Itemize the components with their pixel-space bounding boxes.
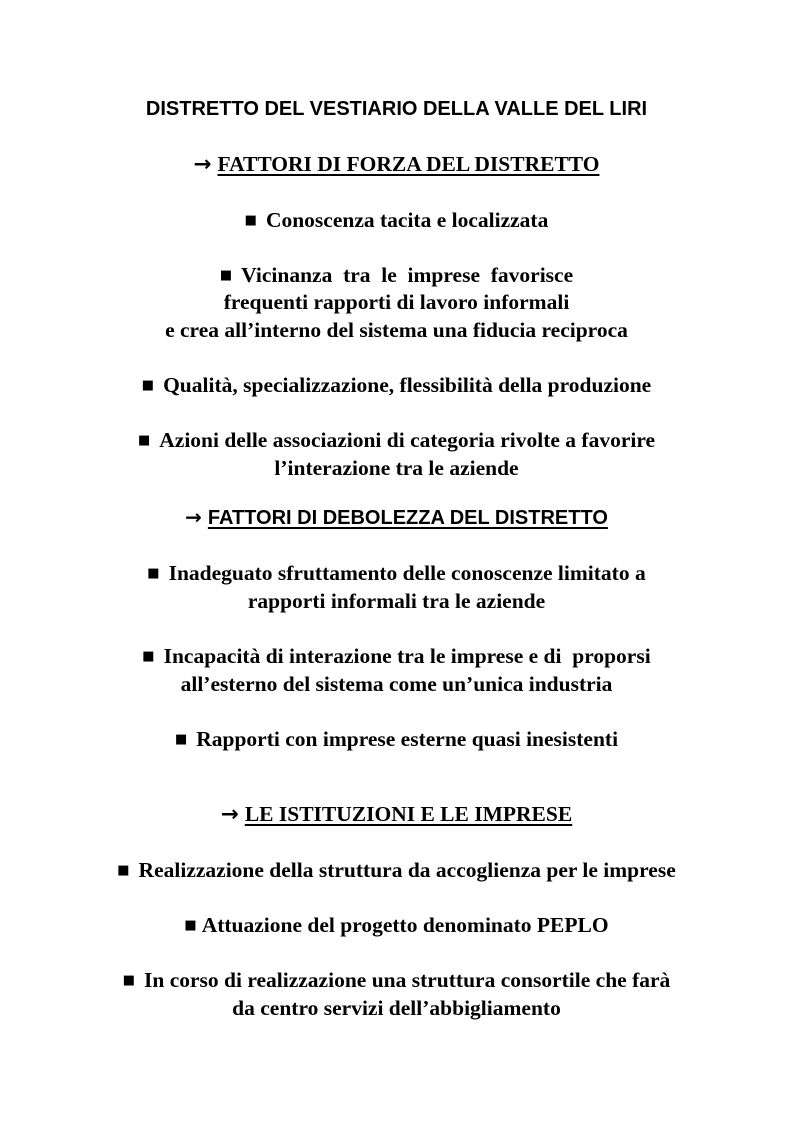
list-item-text: Realizzazione della struttura da accoglienza per le imprese	[138, 858, 676, 882]
section-heading-text: FATTORI DI DEBOLEZZA DEL DISTRETTO	[207, 507, 608, 529]
bullet-icon: ■	[147, 566, 160, 581]
list-item-continuation: all’esterno del sistema come un’unica industria	[180, 672, 613, 696]
list-item-text: In corso di realizzazione una struttura consortile che farà	[144, 968, 671, 992]
list-item-text: Qualità, specializzazione, flessibilità della produzione	[163, 373, 652, 397]
list-item	[0, 375, 793, 397]
arrow-icon: →	[185, 505, 202, 529]
bullet-icon: ■	[184, 918, 197, 933]
list-item-continuation: e crea all’interno del sistema una fiducia reciproca	[165, 318, 628, 342]
bullet-icon: ■	[142, 649, 155, 664]
list-item	[0, 860, 793, 882]
list-item	[0, 970, 793, 992]
bullet-icon: ■	[141, 378, 155, 393]
document-title: DISTRETTO DEL VESTIARIO DELLA VALLE DEL LIRI	[145, 98, 648, 120]
section-heading-text: LE ISTITUZIONI E LE IMPRESE	[244, 802, 573, 826]
list-item-text: Incapacità di interazione tra le imprese e di proporsi	[163, 644, 651, 668]
section-heading-strengths	[0, 154, 793, 176]
list-item-text: Rapporti con imprese esterne quasi inesistenti	[196, 727, 619, 751]
section-heading-text: FATTORI DI FORZA DEL DISTRETTO	[217, 152, 600, 176]
list-item	[0, 430, 793, 452]
section-heading-institutions	[0, 804, 793, 826]
list-item-continuation: frequenti rapporti di lavoro informali	[223, 290, 570, 314]
bullet-icon: ■	[219, 268, 233, 283]
list-item	[0, 210, 793, 232]
list-item-text: Attuazione del progetto denominato PEPLO	[201, 913, 609, 937]
bullet-icon: ■	[122, 973, 135, 988]
list-item	[0, 646, 793, 668]
list-item	[0, 563, 793, 585]
list-item-continuation: rapporti informali tra le aziende	[247, 589, 546, 613]
list-item	[0, 265, 793, 287]
list-item	[0, 729, 793, 751]
bullet-icon: ■	[244, 213, 257, 228]
bullet-icon: ■	[117, 863, 130, 878]
list-item-continuation: da centro servizi dell’abbigliamento	[232, 996, 561, 1020]
list-item	[0, 915, 793, 937]
list-item-text: Conoscenza tacita e localizzata	[265, 208, 549, 232]
list-item-text: Vicinanza tra le imprese favorisce	[241, 263, 574, 287]
section-heading-weaknesses	[0, 507, 793, 528]
arrow-icon: →	[220, 802, 239, 827]
list-item-continuation: l’interazione tra le aziende	[274, 456, 519, 480]
bullet-icon: ■	[174, 732, 188, 747]
list-item-text: Azioni delle associazioni di categoria rivolte a favorire	[159, 428, 656, 452]
arrow-icon: →	[193, 152, 212, 177]
list-item-text: Inadeguato sfruttamento delle conoscenze limitato a	[168, 561, 646, 585]
bullet-icon: ■	[137, 433, 151, 448]
